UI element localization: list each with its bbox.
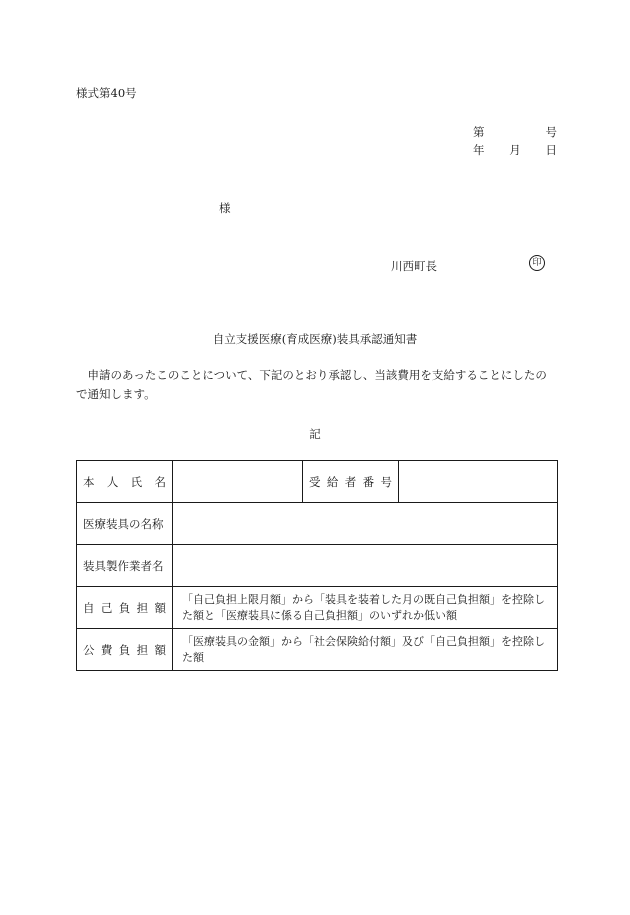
label-char: 額 xyxy=(154,600,166,615)
value-person-name[interactable] xyxy=(173,461,303,503)
label-char: 人 xyxy=(106,474,119,489)
body-text: 申請のあったこのことについて、下記のとおり承認し、当該費用を支給することにしたので通知します。 xyxy=(76,368,547,401)
document-number xyxy=(473,124,557,140)
date-day: 日 xyxy=(545,143,557,157)
label-char: 担 xyxy=(136,642,149,657)
table-row xyxy=(77,545,558,587)
date-month: 月 xyxy=(509,143,521,157)
date-year: 年 xyxy=(473,143,485,157)
document-title: 自立支援医療(育成医療)装具承認通知書 xyxy=(212,332,418,346)
form-number: 様式第40号 xyxy=(76,86,137,100)
label-person-name xyxy=(77,461,173,503)
label-char: 名 xyxy=(154,474,166,489)
table-row xyxy=(77,461,558,503)
value-public-pay: 「医療装具の金額」から「社会保険給付額」及び「自己負担額」を控除した額 xyxy=(173,629,558,671)
label-recipient-number xyxy=(303,461,399,503)
label-char: 己 xyxy=(100,600,113,615)
label-char: 公 xyxy=(83,642,95,657)
table-row xyxy=(77,587,558,629)
label-char: 者 xyxy=(344,474,357,489)
label-char: 額 xyxy=(154,642,166,657)
label-char: 本 xyxy=(83,474,95,489)
label-char: 費 xyxy=(100,642,113,657)
label-char: 負 xyxy=(118,600,131,615)
doc-number-suffix: 号 xyxy=(545,125,557,139)
label-char: 号 xyxy=(380,474,392,489)
ki-marker: 記 xyxy=(309,427,321,441)
doc-number-prefix: 第 xyxy=(473,125,485,139)
label-char: 負 xyxy=(118,642,131,657)
document-date xyxy=(473,142,557,158)
label-char: 番 xyxy=(362,474,375,489)
label-manufacturer: 装具製作業者名 xyxy=(77,545,173,587)
addressee: 様 xyxy=(219,201,231,215)
value-recipient-number[interactable] xyxy=(399,461,558,503)
seal-icon: 印 xyxy=(529,255,545,271)
label-self-pay xyxy=(77,587,173,629)
value-device-name[interactable] xyxy=(173,503,558,545)
label-char: 給 xyxy=(326,474,339,489)
label-device-name: 医療装具の名称 xyxy=(77,503,173,545)
value-manufacturer[interactable] xyxy=(173,545,558,587)
label-char: 受 xyxy=(309,474,321,489)
table-row xyxy=(77,629,558,671)
info-table xyxy=(76,460,558,671)
label-char: 自 xyxy=(83,600,95,615)
issuer-name: 川西町長 xyxy=(391,259,437,273)
label-char: 担 xyxy=(136,600,149,615)
label-char: 氏 xyxy=(130,474,143,489)
table-row xyxy=(77,503,558,545)
value-self-pay: 「自己負担上限月額」から「装具を装着した月の既自己負担額」を控除した額と「医療装具に係る自己負担額」のいずれか低い額 xyxy=(173,587,558,629)
label-public-pay xyxy=(77,629,173,671)
